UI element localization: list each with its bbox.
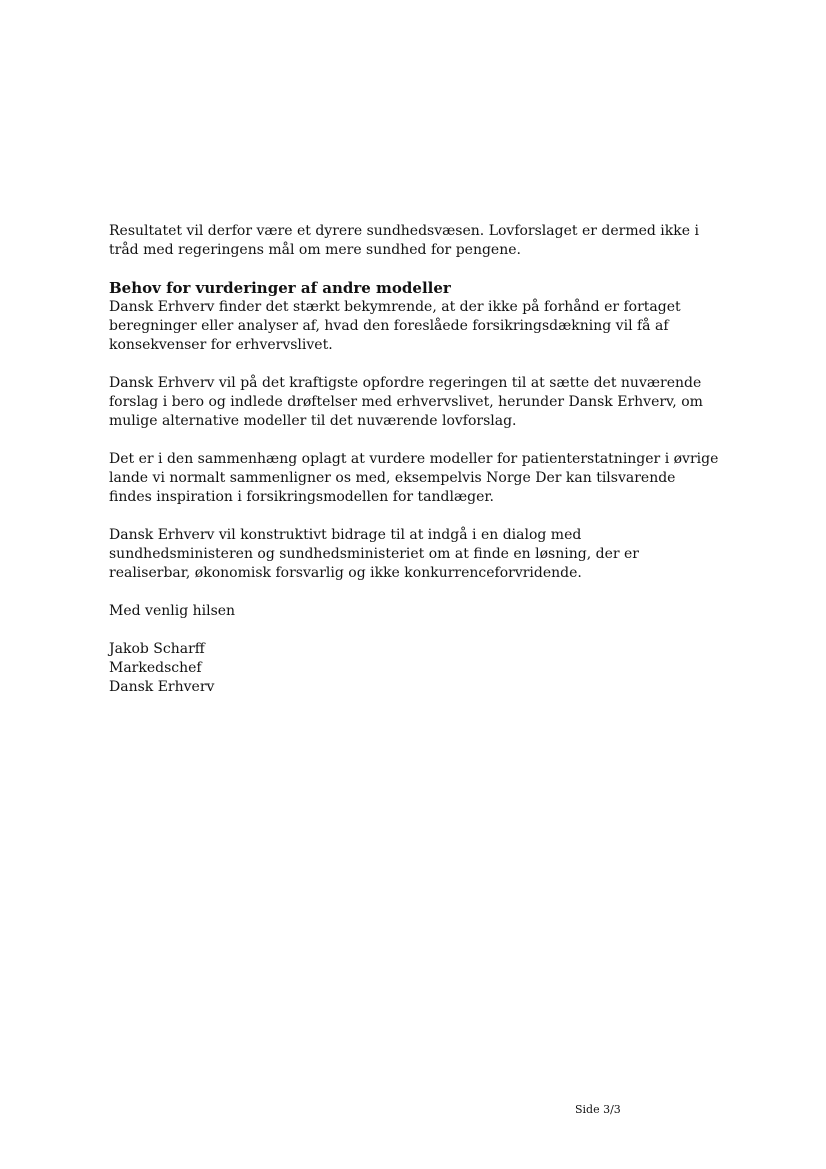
paragraph-3: Det er i den sammenhæng oplagt at vurdere modeller for patienterstatninger i øvrige lande vi normalt sammenligner os med, eksempelvis Norge Der kan tilsvarende findes inspiration i forsikringsmodellen for tandlæger.: [109, 451, 719, 505]
paragraph-1: Dansk Erhverv finder det stærkt bekymrende, at der ikke på forhånd er fortaget beregninger eller analyser af, hvad den foreslåede forsikringsdækning vil få af konsekvenser for erhvervslivet.: [109, 299, 681, 353]
letter-body: [109, 222, 719, 697]
paragraph-2: Dansk Erhverv vil på det kraftigste opfordre regeringen til at sætte det nuværende forslag i bero og indlede drøftelser med erhvervslivet, herunder Dansk Erhverv, om mulige alternative modeller til det nuværende lovforslag.: [109, 375, 703, 429]
paragraph-4: Dansk Erhverv vil konstruktivt bidrage til at indgå i en dialog med sundhedsministeren og sundhedsministeriet om at finde en løsning, der er realiserbar, økonomisk forsvarlig og ikke konkurrenceforvridende.: [109, 527, 639, 581]
closing-greeting: Med venlig hilsen: [109, 603, 236, 619]
section-heading: Behov for vurderinger af andre modeller: [109, 279, 451, 297]
intro-paragraph: Resultatet vil derfor være et dyrere sundhedsvæsen. Lovforslaget er dermed ikke i tråd med regeringens mål om mere sundhed for pengene.: [109, 223, 699, 258]
signer-name: Jakob Scharff: [109, 641, 205, 657]
signer-organization: Dansk Erhverv: [109, 679, 215, 695]
page-number: Side 3/3: [575, 1103, 621, 1116]
signer-title: Markedschef: [109, 660, 202, 676]
